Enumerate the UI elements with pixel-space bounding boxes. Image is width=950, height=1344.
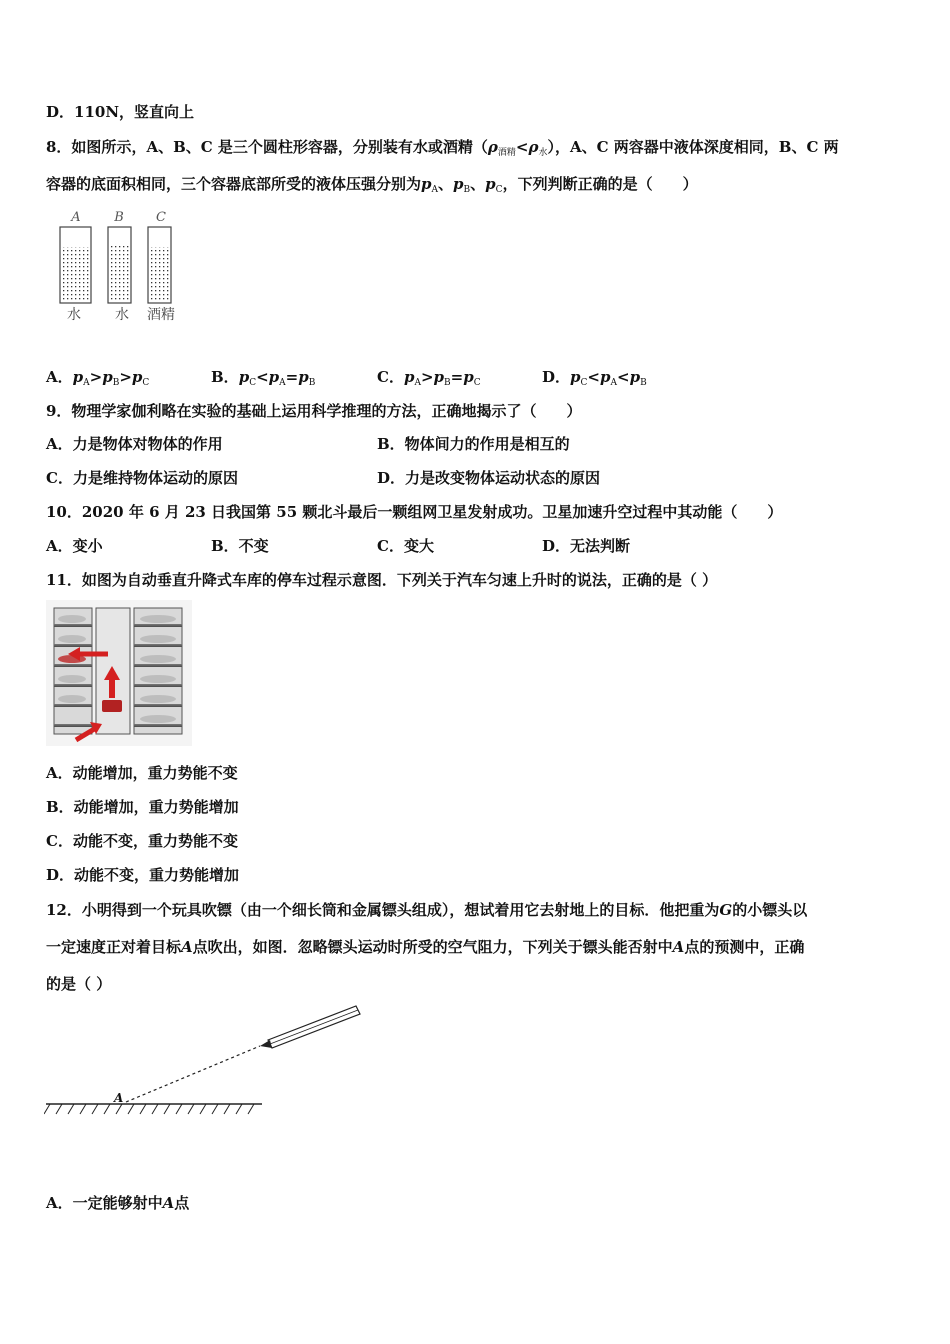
ground-hatching <box>44 1104 254 1114</box>
svg-text:C: C <box>156 210 166 225</box>
q9-option-c: C．力是维持物体运动的原因 <box>46 469 238 487</box>
q12-blowpipe-figure <box>44 1000 374 1130</box>
q8-option-c: C．$p_A>p_B=p_C$ <box>377 368 481 388</box>
container-c <box>147 210 175 323</box>
q11-garage-figure <box>46 600 192 746</box>
q10-option-a: A．变小 <box>46 537 103 555</box>
q7-option-d: D．110N，竖直向上 <box>46 103 195 121</box>
q9-option-a: A．力是物体对物体的作用 <box>46 435 223 453</box>
q12-stem-line2: 一定速度正对着目标A点吹出，如图．忽略镖头运动时所受的空气阻力，下列关于镖头能否射中A点的预测中，正确 <box>46 938 805 956</box>
q10-option-b: B．不变 <box>211 537 269 555</box>
q11-option-a: A．动能增加，重力势能不变 <box>46 764 238 782</box>
q8-stem-line2: 容器的底面积相同，三个容器底部所受的液体压强分别为$p_A$、$p_B$、$p_C$，下列判断正确的是（ ） <box>46 175 698 195</box>
q8-stem-line1: 8．如图所示，A、B、C 是三个圆柱形容器，分别装有水或酒精$(\rho_{酒精}<\rho_水)$，A、C 两容器中液体深度相同，B、C 两 <box>46 138 839 158</box>
q11-option-b: B．动能增加，重力势能增加 <box>46 798 239 816</box>
q8-option-d: D．$p_C<p_A<p_B$ <box>542 368 647 388</box>
q10-option-c: C．变大 <box>377 537 434 555</box>
q8-option-b: B．$p_C<p_A=p_B$ <box>211 368 316 388</box>
q11-option-c: C．动能不变，重力势能不变 <box>46 832 238 850</box>
q12-option-a: A．一定能够射中A点 <box>46 1194 190 1212</box>
svg-text:B: B <box>114 210 124 225</box>
aim-line <box>126 1046 260 1102</box>
q11-option-d: D．动能不变，重力势能增加 <box>46 866 240 884</box>
q10-option-d: D．无法判断 <box>542 537 631 555</box>
q9-option-b: B．物体间力的作用是相互的 <box>377 435 570 453</box>
q9-stem: 9．物理学家伽利略在实验的基础上运用科学推理的方法，正确地揭示了（ ） <box>46 402 582 420</box>
container-a <box>60 210 91 323</box>
q8-option-a: A．$p_A>p_B>p_C$ <box>46 368 150 388</box>
garage-right-tower <box>134 608 182 734</box>
svg-text:A: A <box>71 210 81 225</box>
garage-left-tower <box>54 608 92 734</box>
q8-containers-figure <box>50 205 190 325</box>
svg-text:酒精: 酒精 <box>147 307 175 323</box>
q10-stem: 10．2020 年 6 月 23 日我国第 55 颗北斗最后一颗组网卫星发射成功。卫星加速升空过程中其动能（ ） <box>46 503 783 521</box>
q12-stem-line3: 的是（ ） <box>46 975 112 993</box>
q11-stem: 11．如图为自动垂直升降式车库的停车过程示意图．下列关于汽车匀速上升时的说法，正确的是（ ） <box>46 571 718 589</box>
svg-text:水: 水 <box>115 307 129 323</box>
svg-text:水: 水 <box>67 307 81 323</box>
blowpipe <box>260 1006 360 1048</box>
q9-option-d: D．力是改变物体运动状态的原因 <box>377 469 601 487</box>
container-b <box>108 210 131 323</box>
q12-stem-line1: 12．小明得到一个玩具吹镖（由一个细长筒和金属镖头组成），想试着用它去射地上的目标．他把重为G的小镖头以 <box>46 901 808 919</box>
point-a-label: A <box>114 1091 124 1105</box>
